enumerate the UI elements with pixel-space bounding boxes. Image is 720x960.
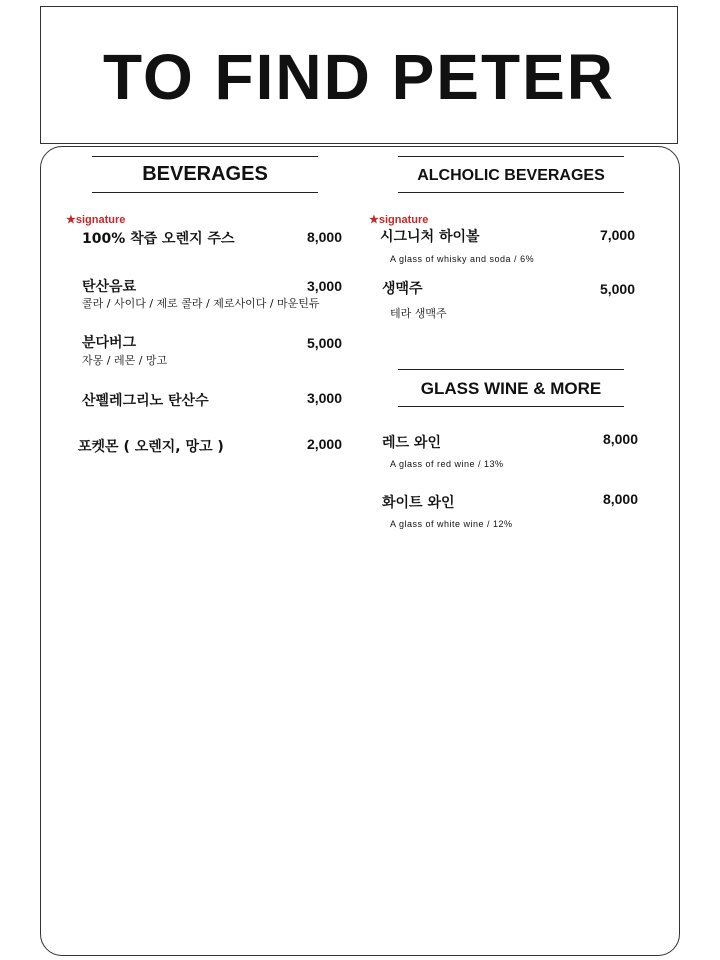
wine-heading: GLASS WINE & MORE [420,379,602,398]
item-description: 자몽 / 레몬 / 망고 [82,354,168,367]
alcoholic-heading: ALCHOLIC BEVERAGES [417,167,605,184]
item-price: 5,000 [599,281,635,297]
item-name: 포켓몬 ( 오렌지, 망고 ) [78,439,224,455]
item-price: 2,000 [306,436,342,452]
beverages-bottom-rule [92,192,318,193]
item-name: 생맥주 [382,281,423,297]
item-description: A glass of red wine / 13% [390,459,504,469]
beverages-top-rule [92,156,318,157]
beverages-heading: BEVERAGES [142,163,268,185]
item-price: 3,000 [306,390,342,406]
page-title: TO FIND PETER [103,41,615,113]
item-price: 7,000 [599,227,635,243]
item-price: 8,000 [602,491,638,507]
alcoholic-top-rule [398,156,624,157]
item-description: 콜라 / 사이다 / 제로 콜라 / 제로사이다 / 마운틴듀 [82,297,320,310]
alcoholic-bottom-rule [398,192,624,193]
signature-label: ★signature [369,214,429,226]
item-price: 8,000 [306,229,342,245]
item-name: 탄산음료 [82,279,137,295]
item-name: 분다버그 [82,335,137,351]
item-name: 시그니처 하이볼 [380,229,480,245]
title-box [40,6,678,144]
wine-bottom-rule [398,406,624,407]
item-description: 테라 생맥주 [390,307,447,320]
item-name: 100% 착즙 오렌지 주스 [82,231,235,247]
item-name: 화이트 와인 [382,495,455,511]
item-name: 산펠레그리노 탄산수 [82,393,209,409]
item-price: 3,000 [306,278,342,294]
item-price: 8,000 [602,431,638,447]
item-description: A glass of whisky and soda / 6% [390,254,535,264]
item-description: A glass of white wine / 12% [390,519,513,529]
item-price: 5,000 [306,335,342,351]
item-name: 레드 와인 [382,435,441,451]
signature-label: ★signature [66,214,126,226]
wine-top-rule [398,369,624,370]
menu-panel [40,146,680,956]
